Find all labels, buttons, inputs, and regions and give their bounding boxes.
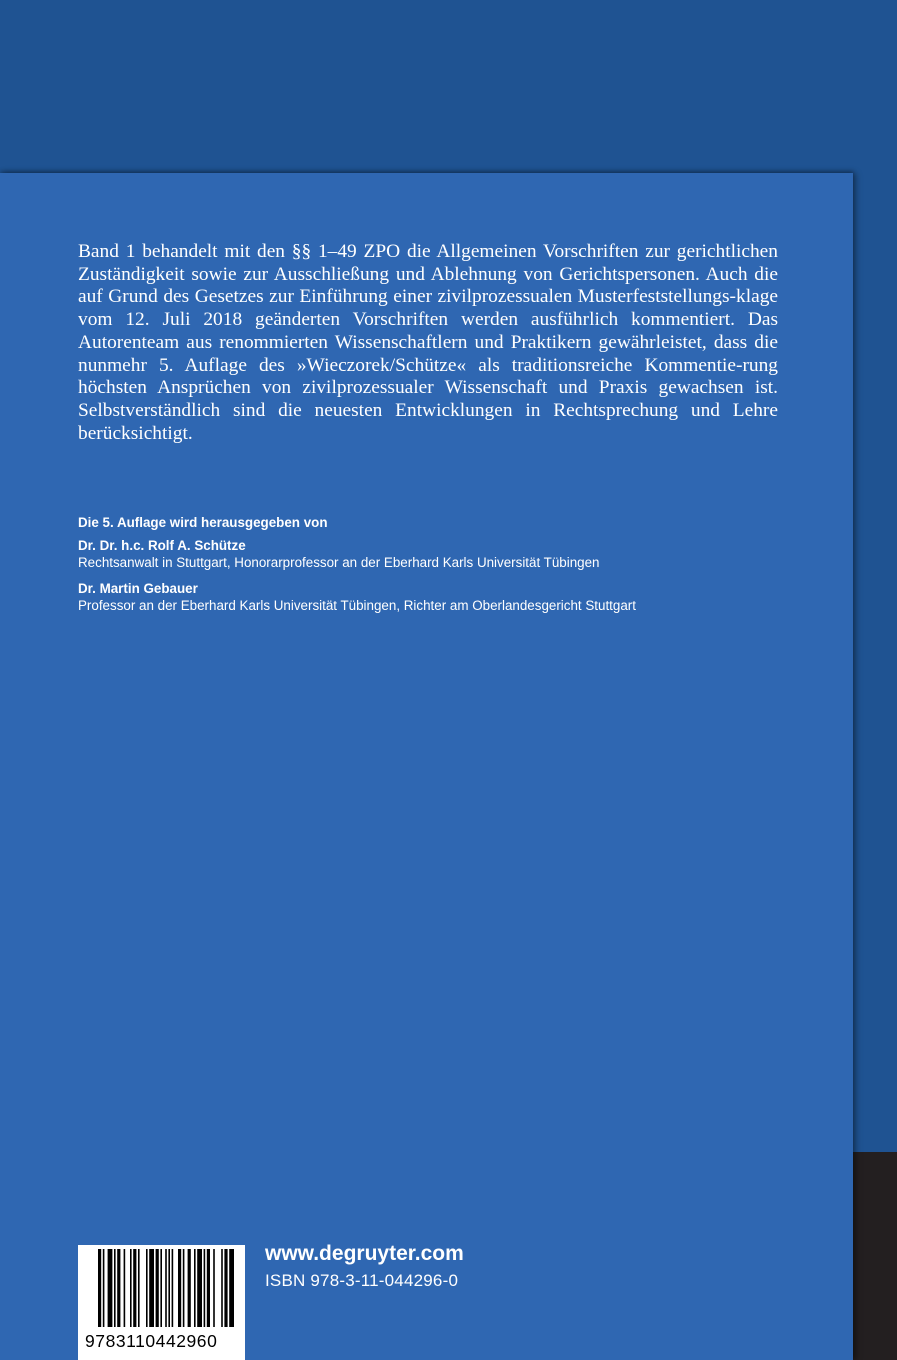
editor-role-2: Professor an der Eberhard Karls Universität Tübingen, Richter am Oberlandesgericht Stuttgart: [78, 598, 636, 613]
isbn-number: ISBN 978-3-11-044296-0: [265, 1271, 459, 1290]
blurb-paragraph: Band 1 behandelt mit den §§ 1–49 ZPO die Allgemeinen Vorschriften zur gerichtlichen Zuständigkeit sowie zur Ausschließung und Ablehnung von Gerichtspersonen. Auch die auf Grund des Gesetzes zur Einführung einer zivilprozessualen Musterfeststellungs-klage vom 12. Juli 2018 geänderten Vorschriften werden ausführlich kommentiert. Das Autorenteam aus renommierten Wissenschaftlern und Praktikern gewährleistet, dass die nunmehr 5. Auflage des »Wieczorek/Schütze« als traditionsreiche Kommentie-rung höchsten Ansprüchen von zivilprozessualer Wissenschaft und Praxis gewachsen ist. Selbstverständlich sind die neuesten Entwicklungen in Rechtsprechung und Lehre berücksichtigt.: [78, 241, 778, 444]
barcode-bar: [149, 1249, 154, 1327]
barcode-bar: [188, 1249, 191, 1327]
spine-dark-strip: [853, 1152, 897, 1360]
barcode-icon: [78, 1245, 245, 1333]
barcode-bar: [178, 1249, 181, 1327]
barcode-bar: [114, 1249, 116, 1327]
barcode-bar: [124, 1249, 126, 1327]
blurb-text: [78, 241, 778, 445]
barcode-bar: [146, 1249, 148, 1327]
barcode-bar: [213, 1249, 215, 1327]
barcode-bar: [229, 1249, 234, 1327]
barcode-bar: [165, 1249, 167, 1327]
barcode-bar: [108, 1249, 113, 1327]
barcode-bar: [98, 1249, 101, 1327]
barcode-bar: [133, 1249, 136, 1327]
barcode-bar: [103, 1249, 105, 1327]
barcode-bar: [204, 1249, 206, 1327]
editor-name-1: Dr. Dr. h.c. Rolf A. Schütze: [78, 538, 246, 553]
editor-role-1: Rechtsanwalt in Stuttgart, Honorarprofessor an der Eberhard Karls Universität Tübingen: [78, 555, 600, 570]
barcode-bar: [194, 1249, 196, 1327]
editors-section: [78, 514, 798, 623]
publisher-website: www.degruyter.com: [265, 1242, 464, 1265]
editors-heading: Die 5. Auflage wird herausgegeben von: [78, 515, 328, 530]
barcode-bar: [221, 1249, 223, 1327]
barcode-bar: [197, 1249, 202, 1327]
barcode-bar: [130, 1249, 132, 1327]
barcode-bar: [156, 1249, 159, 1327]
barcode-bar: [168, 1249, 170, 1327]
barcode-bar: [224, 1249, 227, 1327]
editor-name-2: Dr. Martin Gebauer: [78, 581, 198, 596]
barcode-bar: [183, 1249, 185, 1327]
barcode-bar: [207, 1249, 210, 1327]
barcode-label: [78, 1245, 245, 1360]
publisher-info: [265, 1241, 464, 1292]
barcode-bar: [172, 1249, 174, 1327]
barcode-bar: [160, 1249, 162, 1327]
barcode-bar: [117, 1249, 120, 1327]
barcode-digits: 9783110442960: [85, 1331, 218, 1351]
barcode-bar: [138, 1249, 140, 1327]
